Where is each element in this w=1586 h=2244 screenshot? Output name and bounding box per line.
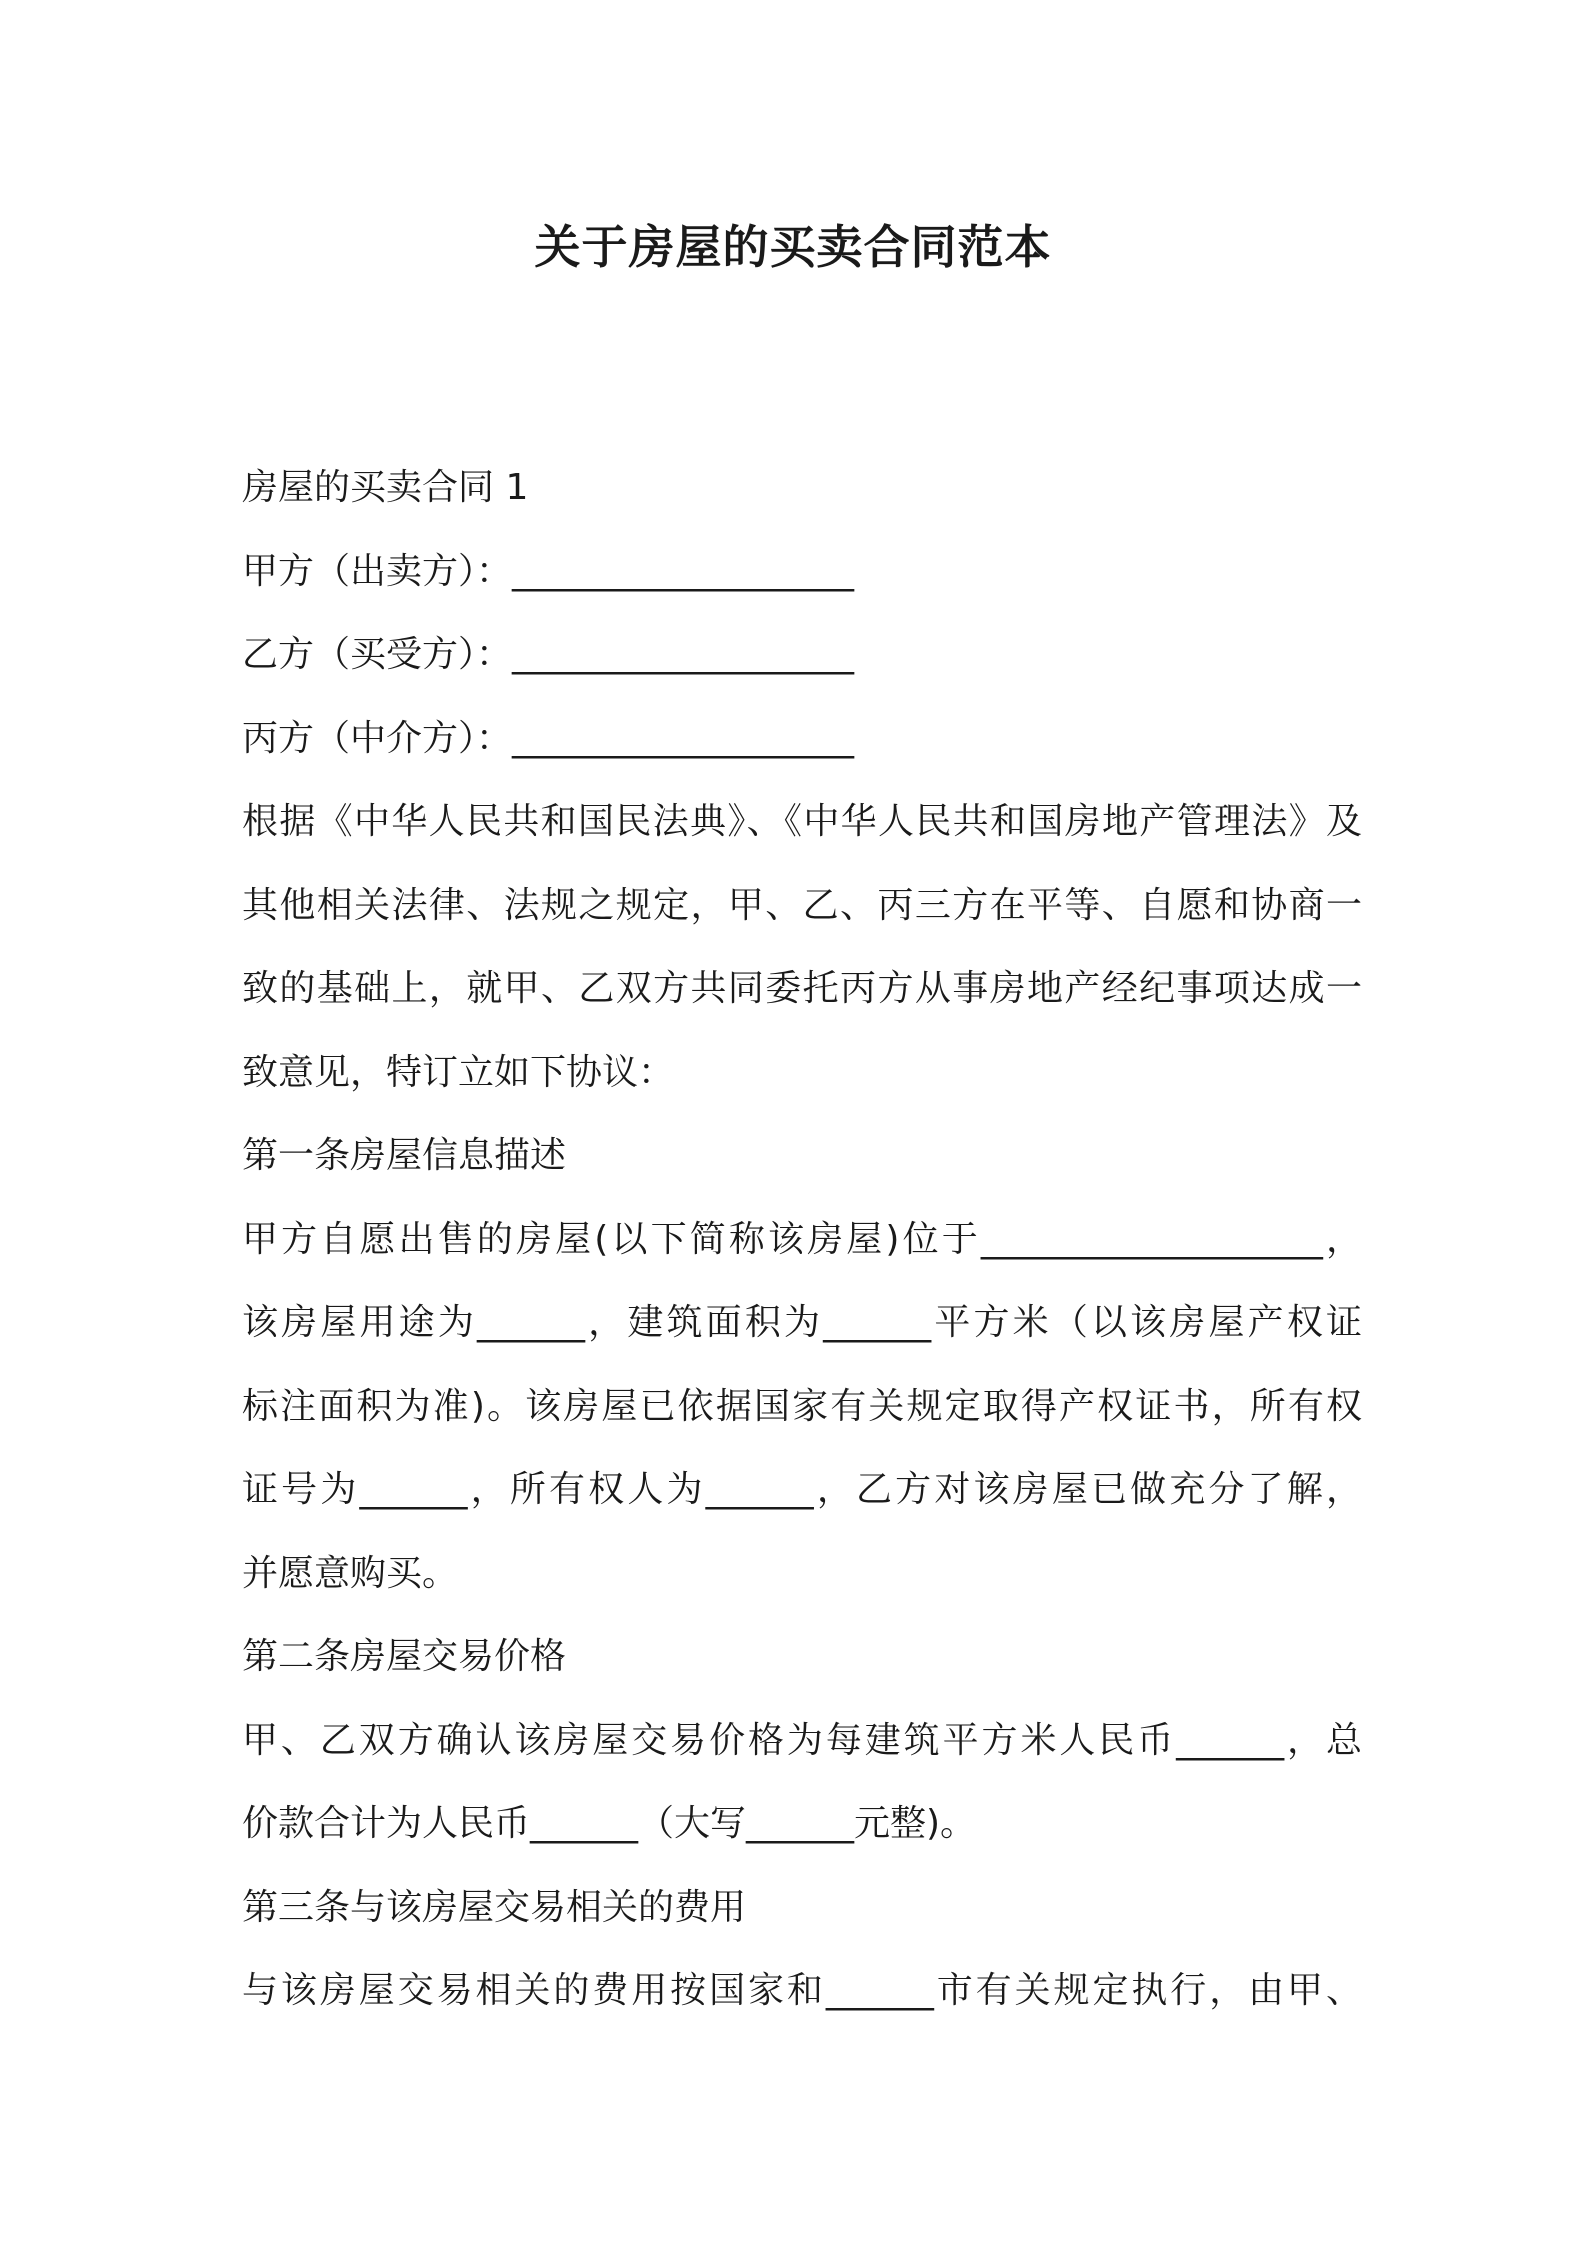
preamble-line: 致的基础上，就甲、乙双方共同委托丙方从事房地产经纪事项达成一 <box>242 968 1362 1009</box>
party-c-line: 丙方（中介方）：___________________ <box>242 717 855 759</box>
document-title: 关于房屋的买卖合同范本 <box>534 220 1052 274</box>
article-3-line: 与该房屋交易相关的费用按国家和______市有关规定执行，由甲、 <box>242 1970 1362 2011</box>
preamble-line: 致意见，特订立如下协议： <box>242 1051 675 1093</box>
article-1-line: 甲方自愿出售的房屋(以下简称该房屋)位于___________________， <box>242 1218 1362 1260</box>
article-1-line: 证号为______，所有权人为______，乙方对该房屋已做充分了解， <box>242 1469 1362 1510</box>
article-1-line: 并愿意购买。 <box>242 1552 459 1594</box>
party-a-line: 甲方（出卖方）：___________________ <box>242 550 855 592</box>
party-b-line: 乙方（买受方）：___________________ <box>242 634 855 675</box>
preamble-line: 根据《中华人民共和国民法典》、《中华人民共和国房地产管理法》及 <box>242 801 1362 842</box>
contract-heading: 房屋的买卖合同 1 <box>242 467 529 508</box>
article-3-heading: 第三条与该房屋交易相关的费用 <box>242 1886 747 1928</box>
article-1-heading: 第一条房屋信息描述 <box>242 1135 567 1176</box>
article-1-line: 标注面积为准)。该房屋已依据国家有关规定取得产权证书，所有权 <box>242 1385 1362 1427</box>
article-2-heading: 第二条房屋交易价格 <box>242 1636 567 1677</box>
preamble-line: 其他相关法律、法规之规定，甲、乙、丙三方在平等、自愿和协商一 <box>242 884 1362 926</box>
article-2-line: 价款合计为人民币______（大写______元整)。 <box>242 1803 977 1844</box>
article-2-line: 甲、乙双方确认该房屋交易价格为每建筑平方米人民币______，总 <box>242 1719 1362 1761</box>
article-1-line: 该房屋用途为______，建筑面积为______平方米（以该房屋产权证 <box>242 1302 1362 1343</box>
document-body <box>242 446 1362 2033</box>
